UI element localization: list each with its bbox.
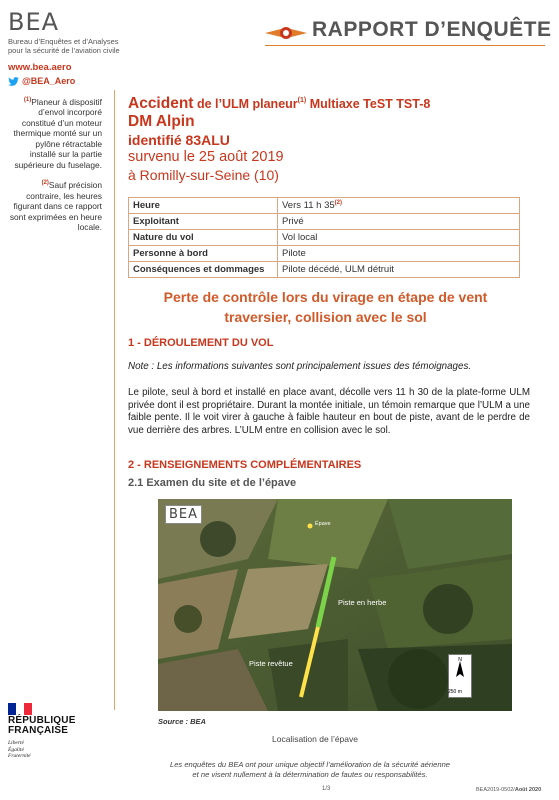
rep-line2: FRANÇAISE	[8, 725, 69, 736]
bea-subtitle	[8, 38, 158, 55]
label-epave: Épave	[315, 521, 331, 527]
subtitle-line2: traversier, collision avec le sol	[224, 309, 427, 325]
ref-code: BEA2019-0502/	[476, 787, 515, 793]
title-line5: à Romilly-sur-Seine (10)	[128, 167, 279, 184]
section21-heading: 2.1 Examen du site et de l’épave	[128, 477, 297, 489]
twitter-handle: @BEA_Aero	[22, 76, 76, 86]
side-note-1	[8, 95, 102, 170]
marianne-flag-icon	[8, 703, 32, 715]
report-subtitle	[128, 287, 523, 327]
info-row	[129, 230, 520, 246]
title-line4: survenu le 25 août 2019	[128, 149, 284, 166]
footer-line1: Les enquêtes du BEA ont pour unique objectif l’amélioration de la sécurité aérienne	[169, 760, 451, 769]
side-notes	[8, 95, 102, 241]
ref-date: Août 2020	[514, 787, 542, 793]
report-reference	[476, 787, 541, 793]
title-part1: de l’ULM planeur	[193, 97, 298, 112]
section1-note: Note : Les informations suivantes sont principalement issues des témoignages.	[128, 361, 472, 372]
title-line3: identifié 83ALU	[128, 132, 230, 149]
bea-logo: BEA	[8, 8, 60, 36]
title-sup1: (1)	[297, 97, 307, 104]
info-row	[129, 214, 520, 230]
bea-subtitle-line1: Bureau d’Enquêtes et d’Analyses	[8, 37, 119, 46]
info-key: Personne à bord	[129, 246, 278, 262]
info-value	[278, 246, 520, 262]
title-line1	[128, 92, 548, 113]
footer-line2: et ne visent nullement à la détermination de fautes ou responsabilités.	[192, 770, 428, 779]
title-block	[128, 92, 548, 184]
title-part2: Multiaxe TeST TST-8	[306, 97, 431, 112]
section1-paragraph: Le pilote, seul à bord et installé en place avant, décolle vers 11 h 30 de la plate-forme ULM privée dont il est propriétaire. Durant la montée initiale, un témoin remarque que l’ULM a une faible pente. Il le voit virer à gauche à faible hauteur en bout de piste, avant de le perdre de vue derrière des arbres. L’ULM entre en collision avec le sol.	[128, 387, 530, 436]
note1-text: Planeur à dispositif d’envol incorporé constitué d’un moteur thermique monté sur un pylône rétractable installé sur la partie supérieure du fuselage.	[13, 96, 102, 170]
info-value-text: Vers 11 h 35	[282, 200, 335, 212]
republic-motto	[8, 740, 31, 760]
info-value-text: Vol local	[282, 232, 318, 243]
info-value	[278, 262, 520, 278]
bea-subtitle-line2: pour la sécurité de l’aviation civile	[8, 45, 120, 55]
info-value-sup: (2)	[334, 199, 342, 206]
motto-fraternite: Fraternité	[8, 753, 31, 759]
section1-heading: 1 - DÉROULEMENT DU VOL	[128, 337, 274, 349]
footer-disclaimer	[150, 760, 470, 780]
note1-number: (1)	[23, 97, 32, 103]
info-value	[278, 214, 520, 230]
website-link[interactable]: www.bea.aero	[8, 62, 72, 73]
motto-egalite: Égalité	[8, 746, 24, 753]
north-arrow-icon	[449, 655, 471, 685]
subtitle-line1: Perte de contrôle lors du virage en étape de vent	[163, 289, 488, 305]
report-title: RAPPORT D’ENQUÊTE	[312, 18, 552, 41]
bea-emblem-icon	[265, 25, 307, 41]
section2-heading: 2 - RENSEIGNEMENTS COMPLÉMENTAIRES	[128, 459, 362, 471]
label-paved-runway: Piste revêtue	[249, 659, 293, 668]
info-key: Heure	[129, 198, 278, 214]
scale-label: 250 m	[448, 689, 462, 695]
info-value-text: Privé	[282, 216, 304, 227]
figure-caption: Localisation de l’épave	[271, 734, 358, 744]
info-key: Nature du vol	[129, 230, 278, 246]
info-row	[129, 246, 520, 262]
page-number: 1/3	[322, 786, 331, 792]
title-accident: Accident	[128, 95, 194, 113]
twitter-link[interactable]	[8, 76, 75, 86]
motto-liberte: Liberté	[8, 740, 24, 746]
info-key: Exploitant	[129, 214, 278, 230]
twitter-icon	[8, 77, 19, 86]
label-grass-runway: Piste en herbe	[338, 598, 387, 607]
note2-text: Sauf précision contraire, les heures figurant dans ce rapport sont exprimées en heure locale.	[9, 180, 102, 233]
info-row	[129, 262, 520, 278]
photo-bea-logo: BEA	[165, 505, 202, 524]
title-line2: DM Alpin	[128, 113, 195, 131]
info-row	[129, 198, 520, 214]
figure-source: Source : BEA	[158, 717, 206, 726]
info-key: Conséquences et dommages	[129, 262, 278, 278]
side-note-2	[8, 178, 102, 232]
info-value-text: Pilote décédé, ULM détruit	[282, 264, 394, 275]
info-value	[278, 230, 520, 246]
info-value-text: Pilote	[282, 248, 306, 259]
info-table	[128, 197, 520, 278]
republique-francaise	[8, 716, 76, 736]
info-value	[278, 198, 520, 214]
note2-number: (2)	[41, 180, 49, 187]
rep-line1: RÉPUBLIQUE	[8, 715, 76, 726]
vertical-divider	[114, 90, 115, 710]
header-divider	[265, 45, 545, 46]
north-label: N	[458, 657, 462, 663]
